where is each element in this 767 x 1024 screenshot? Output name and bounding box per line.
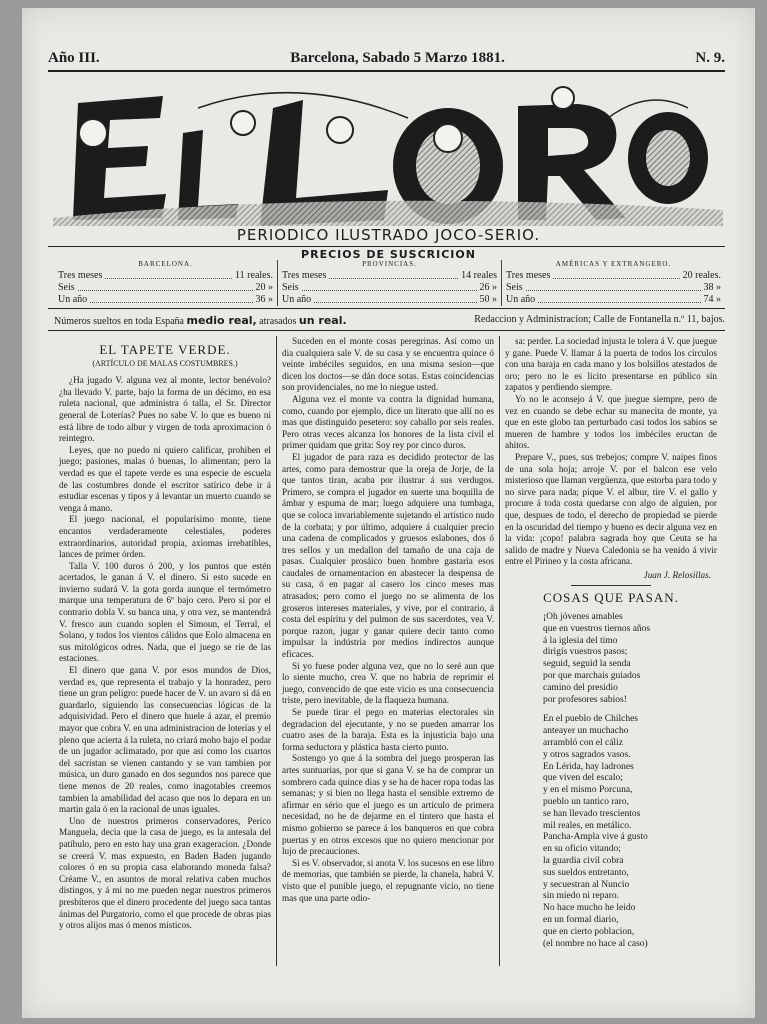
sales-price: medio real, [186, 314, 257, 327]
poem-line: sin miedo ni reparo. [543, 891, 619, 902]
info-rule-bottom [48, 330, 725, 331]
sales-late-price: un real. [298, 314, 347, 327]
poem-line: á la iglesia del timo [543, 635, 618, 646]
paragraph: Prepare V., pues, sus trebejos; compre V. naipes finos de una sola hoja; arroje V. por el balcon ese velo misterioso que llaman vergüenza, que estorba para todo y no sirve para nada; pique V. el albur, tire V. el gallo y procure á toda costa quedarse con algo de alguien, por que, despues de todo, el derecho de propiedad se pierde en la oscuridad del tiempo y bueno es decir alguna vez en la vida: ¡copo! palabra sagrada hoy que Ceuta se ha salido de madre y Nueva Caledonia se ha venido á vivir entre el Pirineo y la costa africana. [505, 451, 717, 567]
poem-line: camino del presidio [543, 682, 618, 693]
paragraph: El juego nacional, el popularísimo monte, tiene encantos verdaderamente celestiales, poderes extraordinarios, autoridad propia, axiomas irrebatibles, lances de primer órden. [59, 514, 271, 560]
paragraph: El dinero que gana V. por esos mundos de Dios, verdad es, que representa el trabajo y la honradez, pero tiene un gran peligro: puede hacer de V. un avaro si dá en guardarlo, siguiendo las consecuencias lógicas de la adquisividad. Pero el dinero que huele á azar, el premio mayor que cobra V. en una administracion de loterías y el pleno que acierta á la ruleta, no criará moho bajo el podar de un jugador aclimatado, por que así como los cuartos del sacristan se vienen cantando y se van tambien por música, un duro ganado en dos segundos nos parece que tiene menos de 20 reales, como inagotables creemos tambien la amabilidad del acaso que nos lo depara en un martin gala ó en la racional de unas iguales. [59, 665, 271, 815]
sales-text [54, 314, 347, 327]
subscription-title: PRECIOS DE SUSCRICION [301, 248, 476, 261]
row-label: Seis [506, 282, 523, 293]
poem-line: dirigís vuestros pasos; [543, 647, 628, 658]
poem-line: que en cierto poblacion, [543, 926, 635, 937]
row-price: 26 » [479, 282, 497, 293]
subscription-row [282, 282, 497, 294]
poem-line: ¡Oh jóvenes amables [543, 612, 623, 623]
subscription-heading: BARCELONA. [138, 260, 193, 268]
row-price: 14 reales [461, 270, 497, 281]
subscription-row [58, 282, 273, 294]
row-label: Un año [58, 294, 88, 305]
poem-line: por profesores sabios! [543, 694, 627, 705]
subscription-heading: PROVINCIAS. [362, 260, 417, 268]
row-price: 50 » [479, 294, 497, 305]
row-label: Seis [58, 282, 75, 293]
row-price: 36 » [255, 294, 273, 305]
row-label: Un año [282, 294, 312, 305]
poem-line: anteayer un muchacho [543, 726, 629, 737]
subscription-column [277, 260, 501, 306]
paragraph: ¿Ha jugado V. alguna vez al monte, lector benévolo? ¿ha llevado V. parte, bajo la forma de un décimo, en esa ruleta nacional, que administra ó talla, el Sr. Director general de Loterías? Pues no sabe V. lo que es bueno ni está libre de todo albur y virgen de toda aproximacion ó reintegro. [59, 375, 271, 444]
poem-line: En Lérida, hay ladrones [543, 761, 634, 772]
poem-line: mil reales, en metálico. [543, 820, 632, 831]
paragraph: Se puede tirar el pego en materias electorales sin degradacion del ejecutante, y no se pueden amarrar los cuatro ases de la baraja. Esta es la injusticia bajo una forma seductora y plástica hasta cierto punto. [282, 707, 494, 752]
poem-line: en su oficio vitando; [543, 844, 621, 855]
subscription-row [506, 270, 721, 282]
poem-line: y en el mismo Porcuna, [543, 785, 633, 796]
article-signature: Juan J. Relosillas. [643, 569, 711, 580]
subscription-column [54, 260, 277, 306]
info-rule-top [48, 308, 725, 309]
paragraph: Si es V. observador, si anota V. los sucesos en ese libro de memorias, que también se pierde, la chanela, habrá V. visto que el punible juego, el repugnante vicio, no tiene mas que una parte odio- [282, 857, 494, 903]
subtitle-rule [48, 246, 725, 247]
poem-line: y secuestran al Nuncio [543, 879, 630, 890]
article-title: EL TAPETE VERDE. [99, 342, 231, 357]
poem-line: se han llevado trescientos [543, 808, 641, 819]
article-subtitle: (ARTÍCULO DE MALAS COSTUMBRES.) [92, 358, 238, 368]
paragraph: sa: perder. La sociedad injusta le tolera á V. que juegue y gane. Puede V. llamar á la puerta de todos los círculos con una baraja en cada mano y los bolsillos atestados de oro; pero no le es lícito presentarse en público sin zapatos y perdiendo siempre. [505, 336, 717, 393]
row-price: 38 » [703, 282, 721, 293]
row-price: 20 » [255, 282, 273, 293]
poem-body [505, 612, 717, 950]
poem-line: Pancha-Ampla vive á gusto [543, 832, 648, 843]
subscription-column [501, 260, 725, 306]
sales-prefix: Números sueltos en toda España [54, 316, 184, 327]
poem-line: que en vuestros tiernos años [543, 623, 651, 634]
sales-mid: atrasados [259, 316, 297, 327]
paragraph: Suceden en el monte cosas peregrinas. Así como un dia cualquiera sale V. de su casa y se encuentra quince ó veinte imbéciles seguidos, en una misma sesion—que dicen los doctos—se dán doce sotas. Estas coincidencias son providenciales, no me lo niegue usted. [282, 336, 494, 393]
row-label: Tres meses [282, 270, 327, 281]
year-label: Año III. [48, 50, 100, 66]
poem-line: En el pueblo de Chilches [543, 714, 638, 725]
column-1 [54, 336, 276, 966]
poem-line: (el nombre no hace al caso) [543, 938, 648, 949]
subscription-heading: AMÉRICAS Y EXTRANGERO. [555, 260, 672, 268]
paragraph: Uno de nuestros primeros conservadores, Perico Manguela, decia que la casa de juego, es la antesala del patíbulo, pero en esto hay una gran exageracion. ¿Donde se creerá V. mas expuesto, en Baden Baden jugando colores ó en su propia casa elaborando moneda falsa? Créame V., en asuntos de moral relativa caben muchos distingos, y á mi no me pueden negar nuestros primeros presbíteros que el dinero procedente del juego saca tantas ánimas del Purgatorio, como el que procede de obras pias y otros alijos mas ó menos místicos. [59, 815, 271, 931]
poem-line: seguid, seguid la senda [543, 659, 631, 670]
newspaper-page [22, 8, 755, 1018]
column-3 [499, 336, 722, 966]
paragraph: Alguna vez el monte va contra la dignidad humana, como, cuando por ejemplo, dice un literato que allí no es mas que distinguido pesetero: soy caballo por seis reales. Pero otras veces alcanza los honores de la lista civil el primer quidam que grita: Soy rey por cinco duros. [282, 393, 494, 451]
paragraph: Leyes, que no puedo ni quiero calificar, prohiben el juego; pasiones, malas ó buenas, lo alimentan; pero la verdad es que el tapete verde es una especie de escuela de las costumbres donde el escritor satírico debe ir á estudiar escenas y tipos y á levantar un muerto cuando se venga á mano. [59, 444, 271, 513]
paragraph: El jugador de para raza es decidido protector de las artes, como para demostrar que la oreja de Jorje, de la que tantos tiran, acaba por ilustrar á sus verdugos. Primero, se compra el jugador en suerte una boquilla de ámbar y espuma de mar; luego adquiere una tumbaga, que se coloca invariablemente sujetando el artístico nudo de la corbata; y por último, adquiere á cualquier precio una cadena de complicados y gruesos eslabones, dos ó tres sellos y un medallon del tamaño de una caja de pasas. Cualquier prosáico buen hombre gastaria esos caudales de ornamentacion en abastecer la despensa de su casa, ó en pagar al casero los cinco meses mas atrasados; pero como el juego no se alimenta de los groseros intereses materiales, y vive, por el contrario, á costa del espíritu y del pulmon de sus sacerdotes, vea V. porque razon, jugar y ganar quiere decir tanto como impulsar la indústria por medios indirectos aunque eficaces. [282, 451, 494, 660]
poem-line: en un formal diario, [543, 914, 619, 925]
sales-info [54, 314, 725, 327]
row-label: Tres meses [58, 270, 103, 281]
row-label: Seis [282, 282, 299, 293]
header-rule [48, 70, 725, 72]
subscription-row [58, 294, 273, 306]
paragraph: Sostengo yo que á la sombra del juego prosperan las artes suntuarias, por que si gana V. se ha de comprar un sombrero cada quince dias y se ha de hacer ropa todas las semanas; y si bien no llega hasta el sensible extremo de afirmar en sério que el juego es un artículo de primera necesidad, no he de dejarme en el tintero que hasta el mismo gobierno se parece á los banqueros en que cobra puertas y en otros excesos que no quiero mencionar por lujo de precauciones. [282, 753, 494, 857]
header-line [48, 50, 725, 67]
poem-line: por que marchais guiados [543, 671, 641, 682]
row-price: 11 reales. [235, 270, 273, 281]
subscription-row [282, 270, 497, 282]
paragraph: Yo no le aconsejo á V. que juegue siempre, pero de vez en cuando se debe echar su manecita de monte, ya que en este globo tan perturbado casi todos los sabios se mueren de hambre y todos los imbéciles eructan de ahitos. [505, 393, 717, 451]
stanza-gap [543, 706, 717, 714]
poem-line: No hace mucho he leido [543, 903, 636, 914]
address-text: Redaccion y Administracion; Calle de Fontanella n.º 11, bajos. [474, 314, 725, 325]
subtitle: PERIODICO ILUSTRADO JOCO-SERIO. [236, 226, 541, 244]
masthead-illustration [48, 78, 728, 228]
column-2 [276, 336, 499, 966]
subscription-row [506, 282, 721, 294]
row-price: 20 reales. [682, 270, 721, 281]
poem-line: pueblo un tantico raro, [543, 797, 630, 808]
paragraph: Si yo fuese poder alguna vez, que no lo seré aun que lo siente mucho, crea V. que no habria de reprimir el juego, convencido de que este vicio es una consecuencia triste, pero inevitable, de la flaqueza humana. [282, 660, 494, 706]
poem-line: que viven del escalo; [543, 773, 623, 784]
subscription-row [58, 270, 273, 282]
paragraph: Talla V. 100 duros ó 200, y los puntos que estén acertados, le ganan á V. el dinero. Si esto sucede en invierno sudará V. la gota gorda aunque el termómetro marque una temperatura de 6º bajo cero. Pero si por el contrario dobla V. su banca una, y otra vez, se mantendrá V. fresco aun cuando soplen el Simoun, el Terral, el Solano, y todos los vientos cálidos que Eolo almacena en sus mitológicos odres. Nada, que el juego se rie de las estaciones. [59, 560, 271, 664]
poem-line: arrambló con el cáliz [543, 738, 623, 749]
section-divider [571, 585, 651, 586]
poem-title: COSAS QUE PASAN. [543, 590, 679, 606]
subscription-row [282, 294, 497, 306]
place-date: Barcelona, Sabado 5 Marzo 1881. [290, 50, 505, 66]
poem-line: la guardia civil cobra [543, 856, 624, 866]
row-label: Un año [506, 294, 536, 305]
subscription-row [506, 294, 721, 306]
article-columns [54, 336, 726, 966]
row-price: 74 » [703, 294, 721, 305]
poem-line: sus sueldos entretanto, [543, 867, 629, 878]
issue-number: N. 9. [695, 50, 725, 66]
subscription-table [54, 260, 725, 306]
row-label: Tres meses [506, 270, 551, 281]
poem-line: y otros sagrados vasos. [543, 749, 631, 760]
